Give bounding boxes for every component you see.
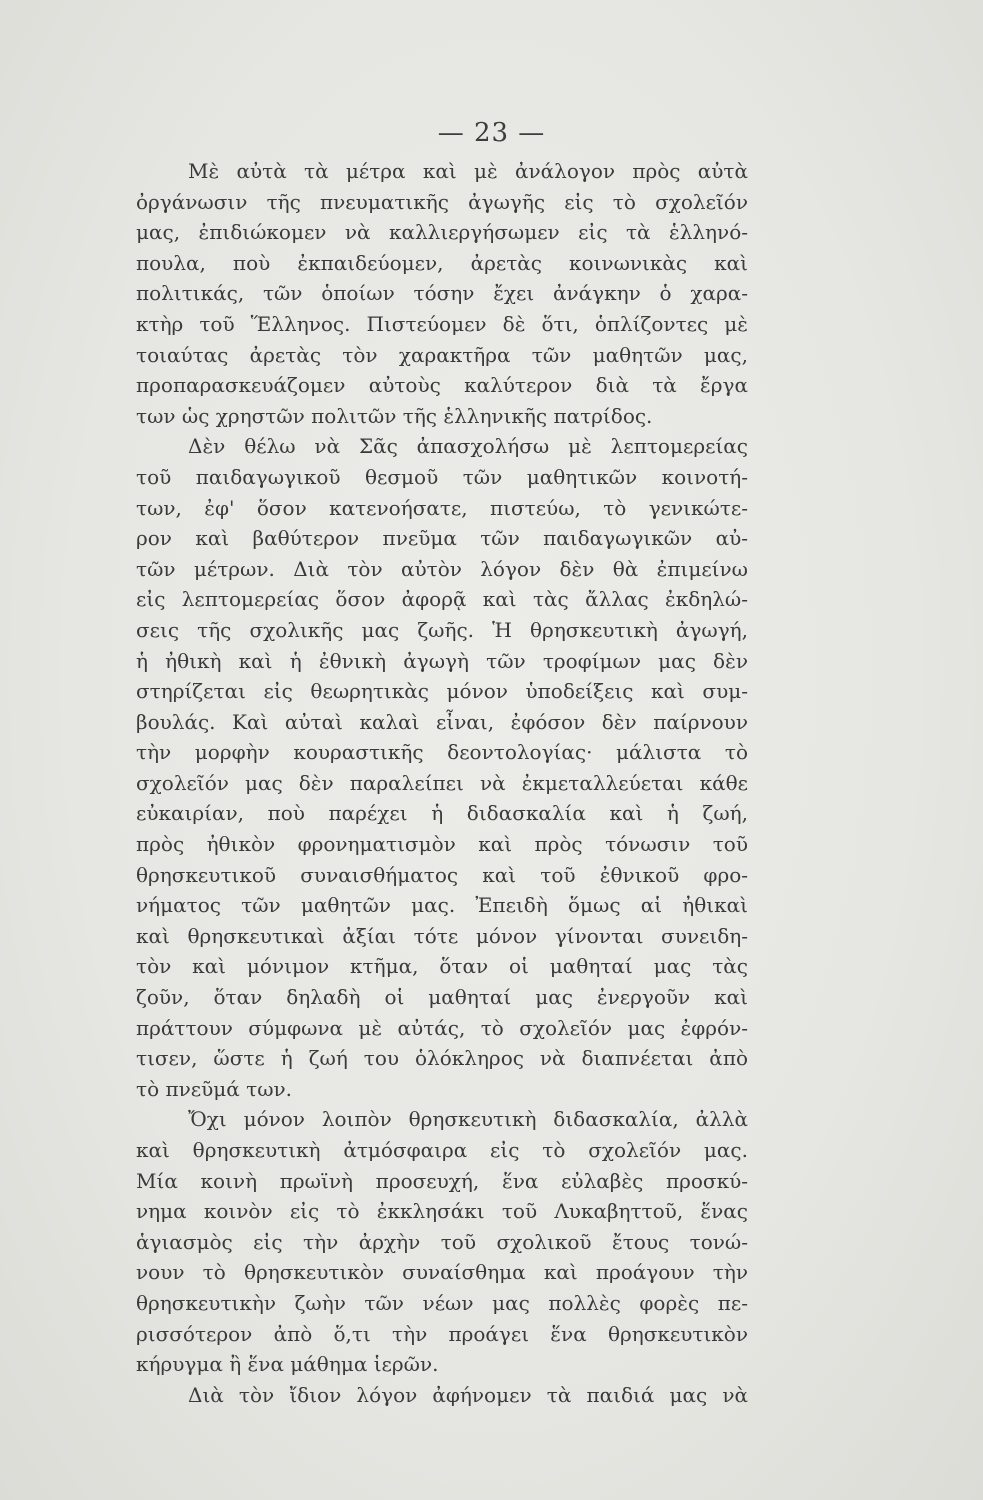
text-line: των, ἐφ' ὅσον κατενοήσατε, πιστεύω, τὸ γενικώτε- — [136, 495, 748, 520]
text-line: κήρυγμα ἢ ἕνα μάθημα ἱερῶν. — [136, 1352, 439, 1377]
text-line: πρὸς ἠθικὸν φρονηματισμὸν καὶ πρὸς τόνωσιν τοῦ — [136, 832, 748, 857]
text-line: Δὲν θέλω νὰ Σᾶς ἀπασχολήσω μὲ λεπτομερείας — [188, 434, 748, 459]
text-line: θρησκευτικὴν ζωὴν τῶν νέων μας πολλὲς φορὲς πε- — [136, 1290, 748, 1315]
text-line: μας, ἐπιδιώκομεν νὰ καλλιεργήσωμεν εἰς τὰ ἑλληνό- — [136, 220, 748, 245]
text-line: προπαρασκευάζομεν αὐτοὺς καλύτερον διὰ τὰ ἔργα — [136, 373, 748, 398]
text-line: σεις τῆς σχολικῆς μας ζωῆς. Ἡ θρησκευτικὴ ἀγωγή, — [136, 617, 748, 642]
text-line: ὀργάνωσιν τῆς πνευματικῆς ἀγωγῆς εἰς τὸ σχολεῖόν — [136, 189, 748, 214]
text-line: Μία κοινὴ πρωϊνὴ προσευχή, ἕνα εὐλαβὲς προσκύ- — [136, 1168, 748, 1193]
text-line: στηρίζεται εἰς θεωρητικὰς μόνον ὑποδείξεις καὶ συμ- — [136, 679, 748, 704]
text-line: τῶν μέτρων. Διὰ τὸν αὐτὸν λόγον δὲν θὰ ἐπιμείνω — [136, 556, 748, 581]
text-line: σχολεῖόν μας δὲν παραλείπει νὰ ἐκμεταλλεύεται κάθε — [136, 770, 748, 795]
text-line: τισεν, ὥστε ἡ ζωή του ὁλόκληρος νὰ διαπνέεται ἀπὸ — [136, 1046, 748, 1071]
text-line: τὸν καὶ μόνιμον κτῆμα, ὅταν οἱ μαθηταί μας τὰς — [136, 954, 748, 979]
text-line: θρησκευτικοῦ συναισθήματος καὶ τοῦ ἐθνικοῦ φρο- — [136, 862, 748, 887]
text-line: ἡ ἠθικὴ καὶ ἡ ἐθνικὴ ἀγωγὴ τῶν τροφίμων μας δὲν — [136, 648, 748, 673]
text-line: εὐκαιρίαν, ποὺ παρέχει ἡ διδασκαλία καὶ ἡ ζωή, — [136, 801, 748, 826]
page-number: — 23 — — [437, 118, 546, 148]
text-line: τὸ πνεῦμά των. — [136, 1076, 293, 1101]
text-line: πράττουν σύμφωνα μὲ αὐτάς, τὸ σχολεῖόν μας ἐφρόν- — [136, 1015, 748, 1040]
text-line: ρον καὶ βαθύτερον πνεῦμα τῶν παιδαγωγικῶν αὐ- — [136, 526, 748, 551]
text-line: νουν τὸ θρησκευτικὸν συναίσθημα καὶ προάγουν τὴν — [136, 1260, 748, 1285]
text-line: εἰς λεπτομερείας ὅσον ἀφορᾷ καὶ τὰς ἄλλας ἐκδηλώ- — [136, 587, 748, 612]
text-line: ρισσότερον ἀπὸ ὅ,τι τὴν προάγει ἕνα θρησκευτικὸν — [136, 1321, 748, 1346]
text-line: καὶ θρησκευτικὴ ἀτμόσφαιρα εἰς τὸ σχολεῖόν μας. — [136, 1138, 748, 1162]
text-line: καὶ θρησκευτικαὶ ἀξίαι τότε μόνον γίνονται συνειδη- — [136, 923, 748, 948]
text-line: βουλάς. Καὶ αὐταὶ καλαὶ εἶναι, ἐφόσον δὲν παίρνουν — [136, 709, 748, 734]
text-line: τοιαύτας ἀρετὰς τὸν χαρακτῆρα τῶν μαθητῶν μας, — [136, 342, 748, 367]
text-line: πολιτικάς, τῶν ὁποίων τόσην ἔχει ἀνάγκην ὁ χαρα- — [136, 281, 748, 306]
text-line: νημα κοινὸν εἰς τὸ ἐκκλησάκι τοῦ Λυκαβηττοῦ, ἕνας — [136, 1199, 748, 1224]
text-line: τοῦ παιδαγωγικοῦ θεσμοῦ τῶν μαθητικῶν κοινοτή- — [136, 464, 748, 489]
text-line: πουλα, ποὺ ἐκπαιδεύομεν, ἀρετὰς κοινωνικὰς καὶ — [136, 250, 748, 275]
text-line: Διὰ τὸν ἴδιον λόγον ἀφήνομεν τὰ παιδιά μας νὰ — [188, 1382, 748, 1407]
text-line: νήματος τῶν μαθητῶν μας. Ἐπειδὴ ὅμως αἱ ἠθικαὶ — [136, 893, 748, 918]
text-line: των ὡς χρηστῶν πολιτῶν τῆς ἑλληνικῆς πατρίδος. — [136, 403, 653, 428]
text-line: Μὲ αὐτὰ τὰ μέτρα καὶ μὲ ἀνάλογον πρὸς αὐτὰ — [188, 159, 748, 183]
text-line: κτὴρ τοῦ Ἕλληνος. Πιστεύομεν δὲ ὅτι, ὁπλίζοντες μὲ — [136, 311, 748, 336]
text-line: ζοῦν, ὅταν δηλαδὴ οἱ μαθηταί μας ἐνεργοῦν καὶ — [136, 985, 748, 1010]
text-line: Ὄχι μόνον λοιπὸν θρησκευτικὴ διδασκαλία, ἀλλὰ — [188, 1107, 748, 1132]
text-line: τὴν μορφὴν κουραστικῆς δεοντολογίας· μάλιστα τὸ — [136, 740, 748, 765]
text-line: ἁγιασμὸς εἰς τὴν ἀρχὴν τοῦ σχολικοῦ ἔτους τονώ- — [136, 1229, 748, 1254]
body-text — [136, 156, 748, 1410]
